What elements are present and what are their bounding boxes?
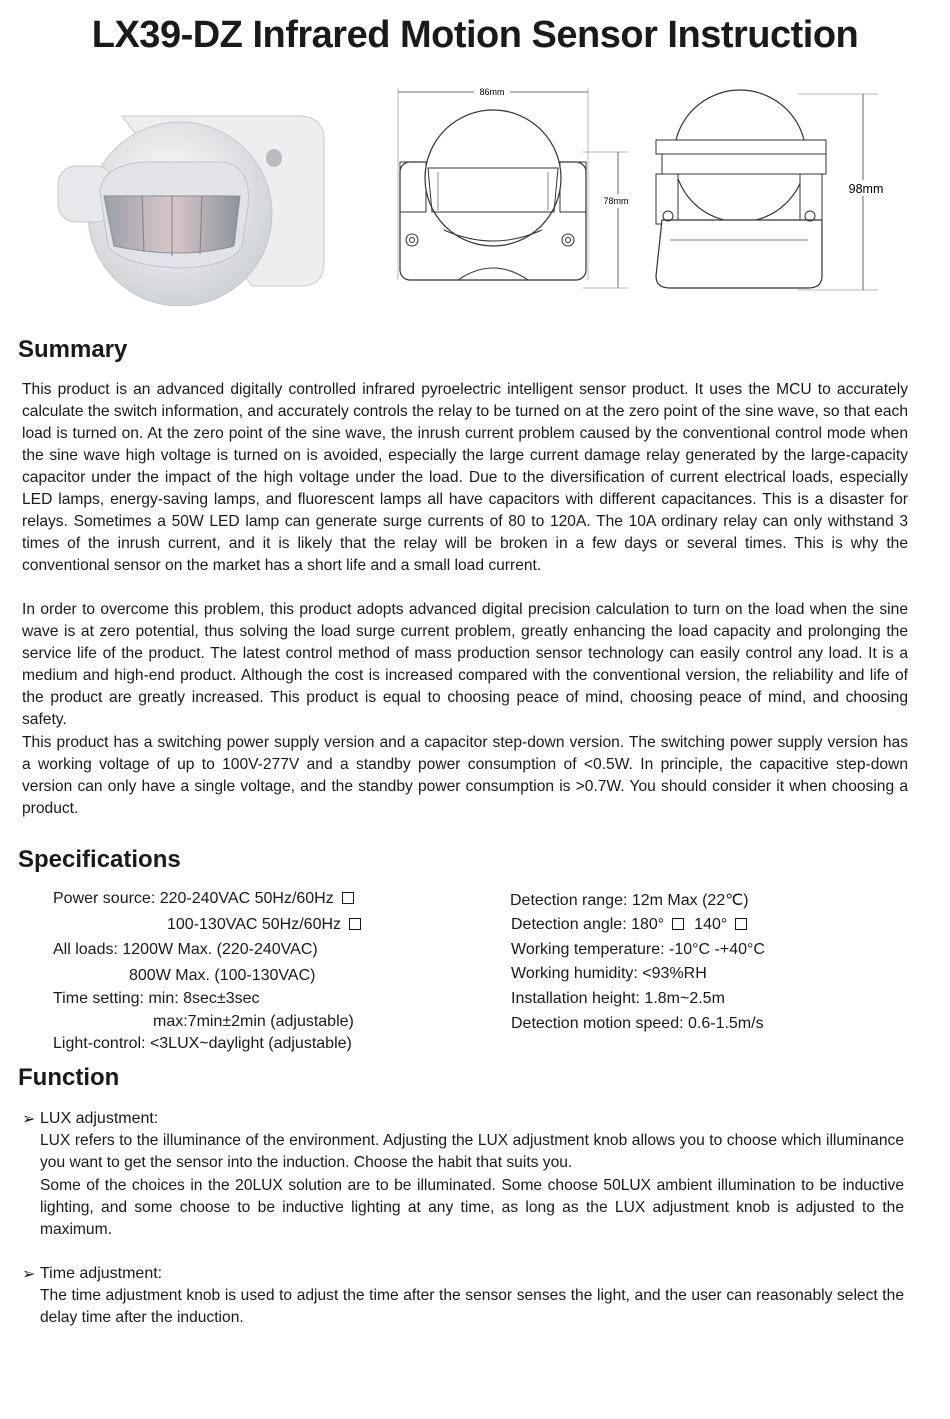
checkbox-icon <box>735 918 747 930</box>
summary-paragraph-1: This product is an advanced digitally controlled infrared pyroelectric intelligent sensor product. It uses the MCU to accurately calculate the switch information, and accurately controls the relay to be turned on at the zero point of the sine wave, so that each load is turned on. At the zero point of the sine wave, the inrush current problem caused by the conventional control mode when the sine wave high voltage is turned on is avoided, especially the large current damage relay generated by the large-capacity capacitor under the impact of the high voltage under the load. Due to the diversification of current electrical loads, especially LED lamps, energy-saving lamps, and fluorescent lamps all have capacitors with different capacitances. This is a disaster for relays. Sometimes a 50W LED lamp can generate surge currents of 80 to 120A. The 10A ordinary relay can only withstand 3 times of the inrush current, and it is likely that the relay will be broken in a few days or several times. This is why the conventional sensor on the market has a short life and a small load current. <box>22 381 908 574</box>
summary-paragraph-3: This product has a switching power supply version and a capacitor step-down version. The switching power supply version has a working voltage of up to 100V-277V and a standby power consumption of <0.5W. In principle, the capacitive step-down version can only have a single voltage, and the standby power consumption is >0.7W. You should consider it when choosing a product. <box>22 734 908 817</box>
spec-light-control: Light-control: <3LUX~daylight (adjustable) <box>53 1035 352 1052</box>
function-time-text: The time adjustment knob is used to adjust the time after the sensor senses the light, and the user can reasonably select the delay time after the induction. <box>40 1287 904 1326</box>
spec-time-setting: Time setting: min: 8sec±3sec <box>53 990 260 1007</box>
spec-all-loads: All loads: 1200W Max. (220-240VAC) <box>53 941 318 958</box>
function-lux-title: LUX adjustment: <box>40 1110 159 1127</box>
side-dimension-drawing <box>648 80 893 292</box>
summary-paragraph-2: In order to overcome this problem, this product adopts advanced digital precision calculation to turn on the load when the sine wave is at zero potential, thus solving the load surge current problem, greatly enhancing the load capacity and prolonging the service life of the product. The latest control method of mass production sensor technology can easily control any load. It is a medium and high-end product. Although the cost is increased compared with the conventional version, the reliability and life of the product are greatly increased. This product is equal to choosing peace of mind, choosing peace of mind, and choosing safety. <box>22 601 908 728</box>
spec-detection-range: Detection range: 12m Max (22℃) <box>510 892 749 909</box>
depth-dimension-label: 98mm <box>848 182 884 196</box>
spec-all-loads-alt: 800W Max. (100-130VAC) <box>129 967 316 984</box>
function-time-title: Time adjustment: <box>40 1265 163 1282</box>
checkbox-icon <box>342 892 354 904</box>
spec-detection-motion-speed: Detection motion speed: 0.6-1.5m/s <box>511 1015 764 1032</box>
function-lux-text-2: Some of the choices in the 20LUX solution are to be illuminated. Some choose 50LUX ambient illumination to be inductive lighting, and some choose to be inductive lighting at any time, as long as the LUX adjustment knob is adjusted to the maximum. <box>40 1177 904 1238</box>
function-lux-text-1: LUX refers to the illuminance of the environment. Adjusting the LUX adjustment knob allows you to choose which illuminance you want to get the sensor into the induction. Choose the habit that suits you. <box>40 1132 904 1171</box>
spec-power-source-alt: 100-130VAC 50Hz/60Hz <box>167 916 361 934</box>
spec-power-source: Power source: 220-240VAC 50Hz/60Hz <box>53 890 354 908</box>
product-photo <box>52 96 332 306</box>
spec-working-temperature: Working temperature: -10°C -+40°C <box>511 941 765 958</box>
checkbox-icon <box>349 918 361 930</box>
summary-heading: Summary <box>18 336 128 363</box>
page-title: LX39-DZ Infrared Motion Sensor Instruction <box>91 14 859 56</box>
specifications-heading: Specifications <box>18 846 181 873</box>
spec-detection-angle: Detection angle: 180° 140° <box>511 916 747 934</box>
spec-working-humidity: Working humidity: <93%RH <box>511 965 707 982</box>
function-heading: Function <box>18 1064 120 1091</box>
height-dimension-label: 78mm <box>603 196 629 206</box>
width-dimension-label: 86mm <box>479 87 505 97</box>
arrow-bullet-icon: ➢ <box>22 1266 36 1283</box>
arrow-bullet-icon: ➢ <box>22 1111 36 1128</box>
spec-time-setting-max: max:7min±2min (adjustable) <box>153 1013 354 1030</box>
front-dimension-drawing <box>388 80 638 292</box>
checkbox-icon <box>672 918 684 930</box>
spec-installation-height: Installation height: 1.8m~2.5m <box>511 990 725 1007</box>
